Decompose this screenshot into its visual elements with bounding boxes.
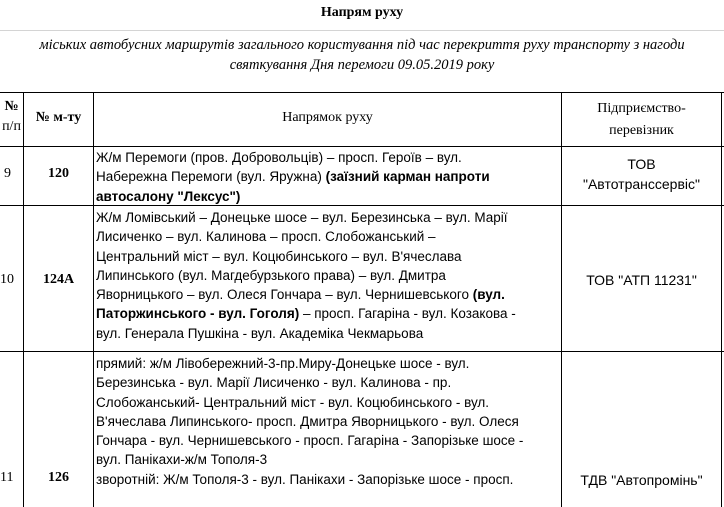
direction-bold-run: (вул. — [472, 287, 505, 303]
direction-bold-run: (заїзний карман напроти — [325, 169, 490, 185]
direction-line — [96, 470, 561, 489]
header-route: № м-ту — [35, 110, 82, 125]
column-border — [721, 92, 722, 507]
header-no — [0, 97, 23, 137]
direction-text — [96, 208, 561, 343]
direction-line — [96, 324, 561, 343]
carrier-line-1: ТОВ — [627, 156, 656, 172]
header-carrier-line1: Підприємство- — [597, 101, 686, 116]
direction-run: вул. Генерала Пушкіна - вул. Академіка Чекмарьова — [96, 325, 424, 341]
row-number: 11 — [0, 470, 14, 485]
direction-line — [96, 167, 561, 186]
header-no-line1: № — [4, 99, 19, 114]
direction-run: – просп. Гагаріна - вул. Козакова - — [299, 306, 516, 322]
direction-run: Набережна Перемоги (вул. Яружна) — [96, 169, 326, 185]
direction-run: Гончара - вул. Чернишевського - просп. Гагаріна - Запорізьке шосе - — [96, 433, 524, 449]
direction-run: Яворницького – вул. Олеся Гончара – вул. Чернишевського — [96, 287, 473, 303]
direction-line — [96, 208, 561, 227]
carrier-name — [562, 470, 721, 490]
row-border — [0, 351, 724, 352]
route-number: 124А — [42, 272, 75, 287]
direction-line — [96, 285, 561, 304]
header-bottom-border — [0, 146, 724, 147]
direction-run: вул. Панікахи-ж/м Тополя-3 — [96, 452, 268, 468]
carrier-name — [562, 270, 721, 290]
direction-run: Березинська - вул. Марії Лисиченко - вул. Калинова - пр. — [96, 375, 452, 391]
carrier-line-1: ТДВ "Автопромінь" — [580, 472, 703, 488]
direction-text — [96, 354, 561, 489]
column-border — [93, 92, 94, 507]
row-number: 10 — [0, 272, 14, 287]
direction-run: В'ячеслава Липинського- просп. Дмитра Яворницького - вул. Олеся — [96, 413, 519, 429]
direction-bold-run: автосалону "Лексус") — [96, 188, 241, 204]
direction-line — [96, 227, 561, 246]
carrier-line-1: ТОВ "АТП 11231" — [586, 272, 697, 288]
direction-line — [96, 393, 561, 412]
subtitle-line-2: святкування Дня перемоги 09.05.2019 року — [229, 57, 495, 73]
route-number: 126 — [48, 470, 69, 485]
direction-run: Слобожанський- Центральний міст - вул. Коцюбинського - вул. — [96, 394, 490, 410]
header-carrier — [562, 98, 721, 142]
table-top-border — [0, 92, 724, 93]
direction-run: прямий: ж/м Лівобережний-3-пр.Миру-Донецьке шосе - вул. — [96, 356, 470, 371]
direction-line — [96, 247, 561, 266]
direction-run: Центральний міст – вул. Коцюбинського – вул. В'ячеслава — [96, 248, 462, 264]
header-no-line2: п/п — [2, 119, 21, 134]
direction-line — [96, 431, 561, 450]
carrier-line-2: "Автотранссервіс" — [583, 176, 700, 192]
direction-line — [96, 187, 561, 206]
row-number: 9 — [4, 166, 11, 181]
direction-run: Ж/м Ломівський – Донецьке шосе – вул. Березинська – вул. Марії — [96, 210, 508, 225]
direction-text — [96, 148, 561, 206]
column-border — [23, 92, 24, 507]
direction-line — [96, 148, 561, 167]
direction-run: Липинського (вул. Магдебурзького права) – вул. Дмитра — [96, 267, 446, 283]
document-subtitle — [0, 35, 724, 75]
grid-line — [0, 30, 724, 31]
route-number: 120 — [48, 166, 69, 181]
direction-run: Ж/м Перемоги (пров. Добровольців) – просп. Героїв – вул. — [96, 150, 462, 165]
direction-line — [96, 450, 561, 469]
header-direction: Напрямок руху — [282, 110, 373, 125]
direction-line — [96, 373, 561, 392]
direction-line — [96, 412, 561, 431]
direction-line — [96, 266, 561, 285]
direction-line — [96, 304, 561, 323]
header-carrier-line2: перевізник — [609, 123, 674, 138]
direction-run: зворотній: Ж/м Тополя-3 - вул. Панікахи - Запорізьке шосе - просп. — [96, 471, 514, 487]
document-title: Напрям руху — [320, 5, 404, 20]
direction-run: Лисиченко – вул. Калинова – просп. Слобожанський – — [96, 229, 436, 245]
direction-line — [96, 354, 561, 373]
direction-bold-run: Паторжинського - вул. Гоголя) — [96, 306, 300, 322]
subtitle-line-1: міських автобусних маршрутів загального користування під час перекриття руху транспорту з нагоди — [39, 37, 685, 53]
carrier-name — [562, 154, 721, 194]
